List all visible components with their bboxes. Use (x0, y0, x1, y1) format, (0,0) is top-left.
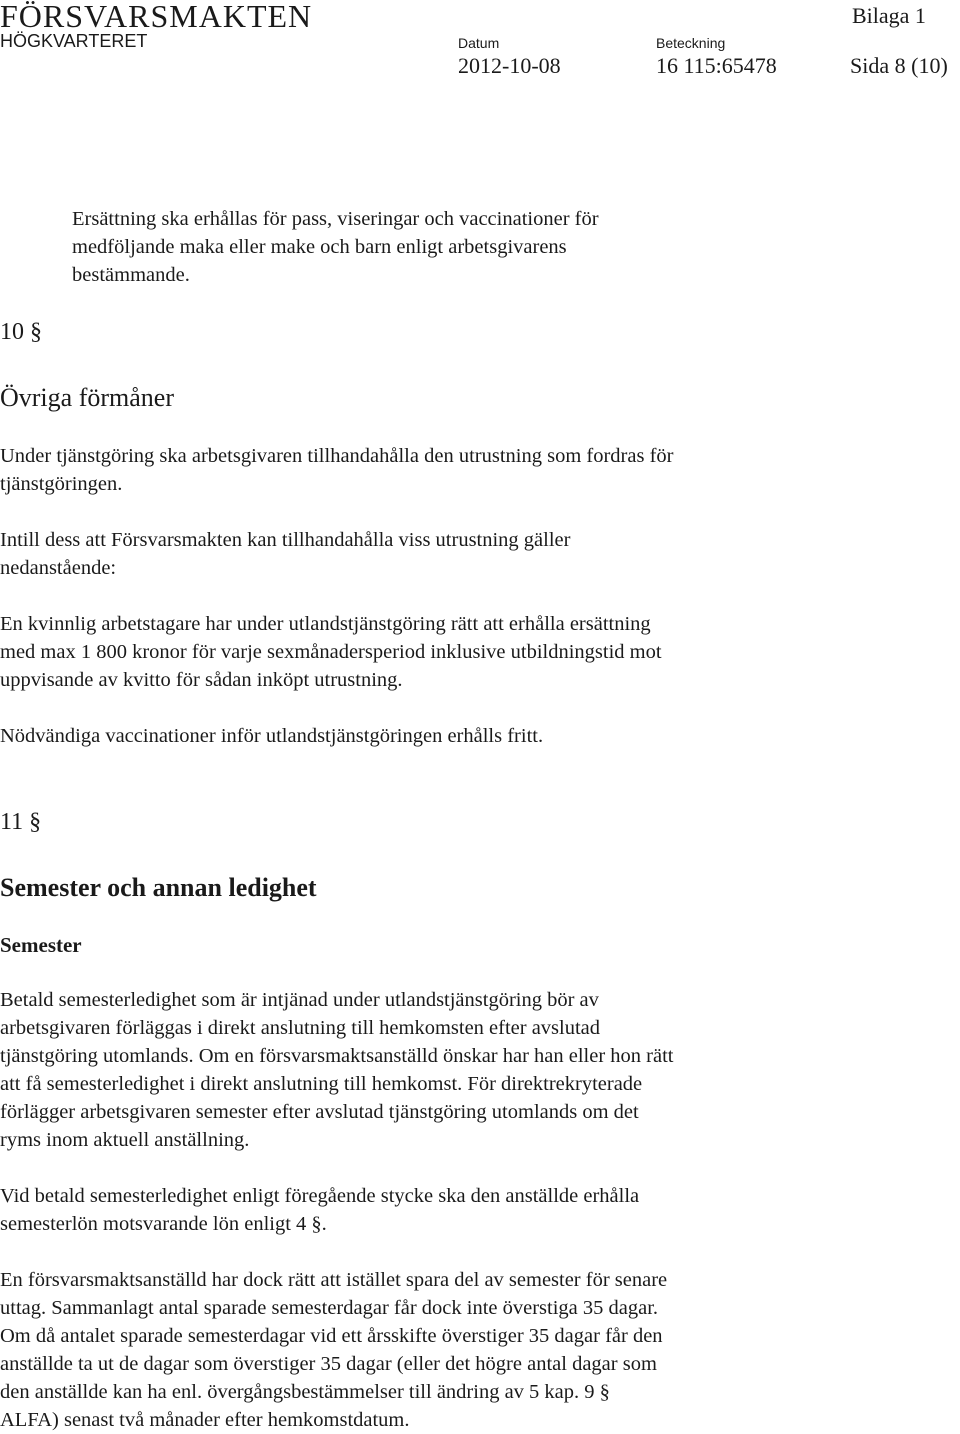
text-line: Betald semesterledighet som är intjänad under utlandstjänstgöring bör av (0, 989, 599, 1011)
text-line: tjänstgöring utomlands. Om en försvarsmaktsanställd önskar har han eller hon rätt (0, 1045, 674, 1067)
section-title: Övriga förmåner (0, 383, 174, 412)
date-value: 2012-10-08 (458, 53, 561, 78)
organization-unit: HÖGKVARTERET (0, 31, 148, 51)
text-line: den anställde kan ha enl. övergångsbestämmelser till ändring av 5 kap. 9 § (0, 1381, 610, 1403)
annex-label: Bilaga 1 (852, 3, 926, 28)
reference-label: Beteckning (656, 35, 726, 51)
text-line: En försvarsmaktsanställd har dock rätt att istället spara del av semester för senare (0, 1269, 668, 1291)
text-line: nedanstående: (0, 557, 117, 579)
text-line: ryms inom aktuell anställning. (0, 1129, 250, 1151)
reference-value: 16 115:65478 (656, 53, 777, 78)
text-line: medföljande maka eller make och barn enligt arbetsgivarens (72, 236, 567, 258)
intro-paragraph (72, 205, 599, 289)
subsection-title: Semester (0, 933, 82, 957)
text-line: med max 1 800 kronor för varje sexmånadersperiod inklusive utbildningstid mot (0, 641, 662, 663)
section-number: 10 § (0, 319, 42, 345)
text-line: Under tjänstgöring ska arbetsgivaren tillhandahålla den utrustning som fordras för (0, 445, 674, 467)
text-line: bestämmande. (72, 264, 190, 286)
text-line: ALFA) senast två månader efter hemkomstdatum. (0, 1409, 410, 1431)
text-line: uppvisande av kvitto för sådan inköpt utrustning. (0, 669, 403, 691)
paragraph (0, 722, 543, 750)
text-line: att få semesterledighet i direkt anslutning till hemkomst. För direktrekryterade (0, 1073, 643, 1095)
text-line: Om då antalet sparade semesterdagar vid ett årsskifte överstiger 35 dagar får den (0, 1325, 663, 1347)
paragraph (0, 526, 570, 582)
paragraph (0, 610, 662, 694)
text-line: tjänstgöringen. (0, 473, 123, 495)
text-line: semesterlön motsvarande lön enligt 4 §. (0, 1213, 327, 1235)
text-line: uttag. Sammanlagt antal sparade semesterdagar får dock inte överstiga 35 dagar. (0, 1297, 659, 1319)
paragraph (0, 442, 673, 498)
paragraph (0, 1182, 639, 1238)
section-number: 11 § (0, 809, 42, 835)
paragraph (0, 1266, 667, 1434)
organization-name: FÖRSVARSMAKTEN (0, 0, 313, 34)
text-line: anställde ta ut de dagar som överstiger 35 dagar (eller det högre antal dagar som (0, 1353, 657, 1375)
page-number: Sida 8 (10) (850, 53, 948, 78)
text-line: förlägger arbetsgivaren semester efter avslutad tjänstgöring utomlands om det (0, 1101, 639, 1123)
text-line: Vid betald semesterledighet enligt föregående stycke ska den anställde erhålla (0, 1185, 640, 1207)
text-line: Ersättning ska erhållas för pass, viseringar och vaccinationer för (72, 208, 599, 230)
date-label: Datum (458, 35, 500, 51)
section-title: Semester och annan ledighet (0, 873, 317, 902)
text-line: Intill dess att Försvarsmakten kan tillhandahålla viss utrustning gäller (0, 529, 571, 551)
text-line: En kvinnlig arbetstagare har under utlandstjänstgöring rätt att erhålla ersättning (0, 613, 651, 635)
paragraph (0, 986, 674, 1154)
text-line: Nödvändiga vaccinationer inför utlandstjänstgöringen erhålls fritt. (0, 725, 544, 747)
text-line: arbetsgivaren förläggas i direkt anslutning till hemkomsten efter avslutad (0, 1017, 601, 1039)
